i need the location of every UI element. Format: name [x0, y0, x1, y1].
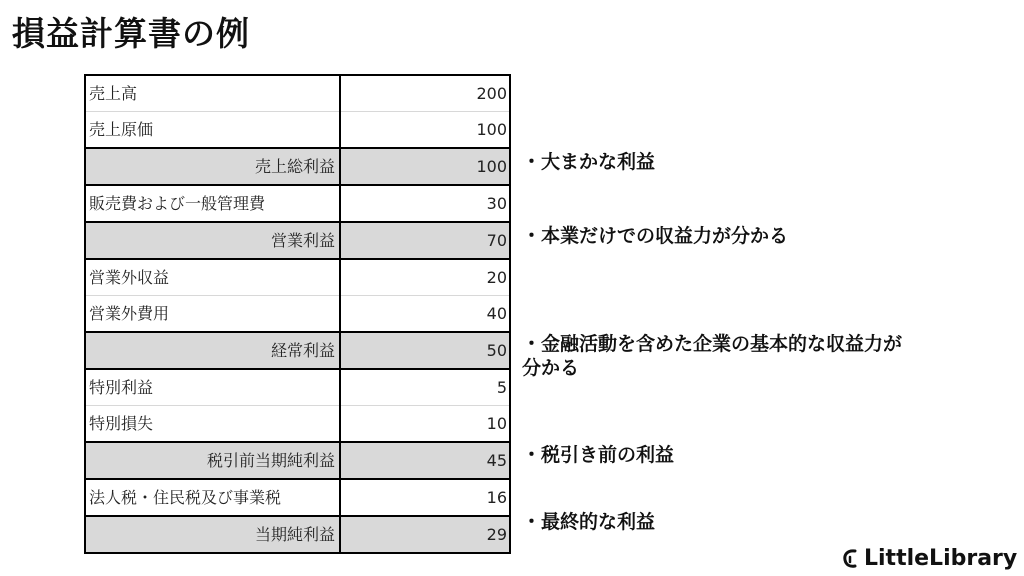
logo-text: LittleLibrary	[864, 546, 1018, 571]
row-label-pretax-profit: 税引前当期純利益	[85, 442, 340, 479]
row-label-non-operating-expenses: 営業外費用	[85, 296, 340, 333]
table-row	[85, 406, 510, 443]
table-row	[85, 259, 510, 296]
row-value-net-profit: 29	[340, 516, 510, 553]
note-gross-profit: ・大まかな利益	[522, 151, 656, 173]
note-net-profit: ・最終的な利益	[522, 511, 656, 533]
row-value-gross-profit: 100	[340, 148, 510, 185]
little-library-logo	[842, 546, 1017, 571]
note-ordinary-profit	[522, 332, 902, 380]
row-label-non-operating-income: 営業外収益	[85, 259, 340, 296]
row-label-revenue: 売上高	[85, 75, 340, 112]
row-value-ordinary-profit: 50	[340, 332, 510, 369]
income-statement-table	[84, 74, 511, 554]
note-pretax-profit: ・税引き前の利益	[522, 444, 675, 466]
row-value-taxes: 16	[340, 479, 510, 516]
table-row	[85, 75, 510, 112]
page-title: 損益計算書の例	[12, 14, 250, 53]
row-label-extraordinary-loss: 特別損失	[85, 406, 340, 443]
little-library-logo-icon	[842, 547, 858, 571]
table-row-subtotal	[85, 332, 510, 369]
table-row	[85, 369, 510, 406]
note-ordinary-profit-line1: ・金融活動を含めた企業の基本的な収益力が	[522, 333, 903, 355]
row-value-revenue: 200	[340, 75, 510, 112]
row-value-pretax-profit: 45	[340, 442, 510, 479]
row-label-cost-of-sales: 売上原価	[85, 112, 340, 149]
row-label-extraordinary-income: 特別利益	[85, 369, 340, 406]
row-label-gross-profit: 売上総利益	[85, 148, 340, 185]
row-value-cost-of-sales: 100	[340, 112, 510, 149]
row-value-extraordinary-loss: 10	[340, 406, 510, 443]
row-label-ordinary-profit: 経常利益	[85, 332, 340, 369]
row-value-non-operating-income: 20	[340, 259, 510, 296]
row-label-net-profit: 当期純利益	[85, 516, 340, 553]
row-value-non-operating-expenses: 40	[340, 296, 510, 333]
table-row-subtotal	[85, 222, 510, 259]
note-operating-profit: ・本業だけでの収益力が分かる	[522, 225, 789, 247]
row-label-sga: 販売費および一般管理費	[85, 185, 340, 222]
table-row-subtotal	[85, 442, 510, 479]
row-value-extraordinary-income: 5	[340, 369, 510, 406]
table-row	[85, 296, 510, 333]
table-row	[85, 185, 510, 222]
note-ordinary-profit-line2: 分かる	[522, 357, 580, 379]
row-label-taxes: 法人税・住民税及び事業税	[85, 479, 340, 516]
row-value-sga: 30	[340, 185, 510, 222]
table-row-subtotal	[85, 148, 510, 185]
table-row	[85, 112, 510, 149]
row-value-operating-profit: 70	[340, 222, 510, 259]
row-label-operating-profit: 営業利益	[85, 222, 340, 259]
table-row-subtotal	[85, 516, 510, 553]
table-row	[85, 479, 510, 516]
